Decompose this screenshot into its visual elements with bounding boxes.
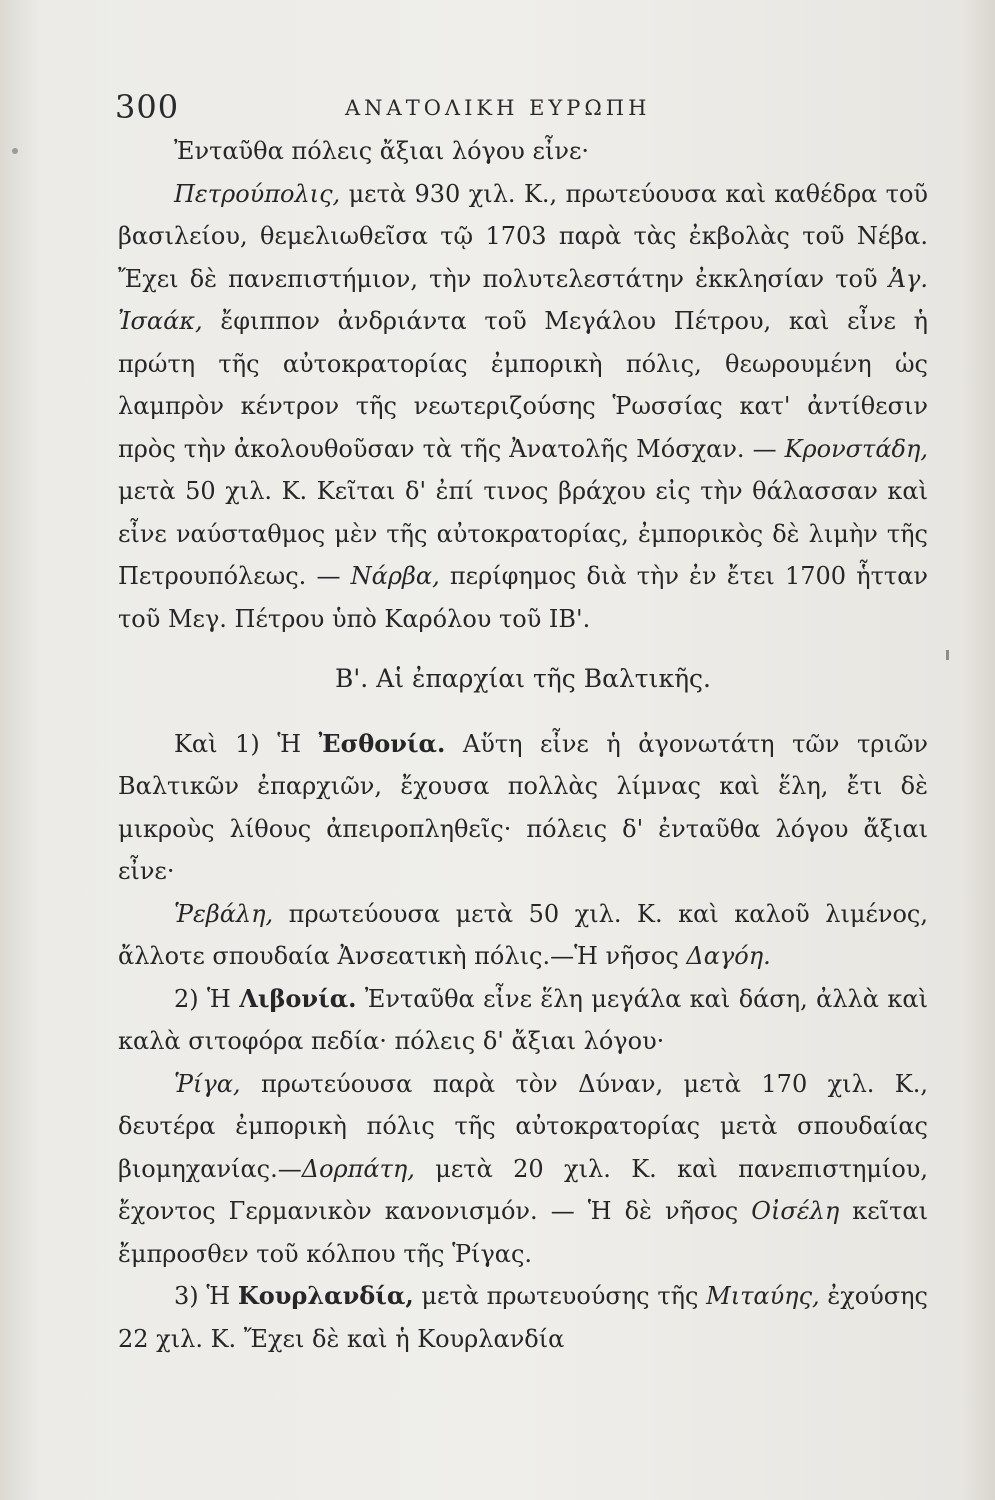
paragraph-text: Καὶ 1) Ἡ xyxy=(174,729,319,758)
page-number: 300 xyxy=(115,88,180,126)
page-body xyxy=(118,130,928,1360)
paragraph-courland xyxy=(118,1275,928,1360)
margin-mark xyxy=(12,148,18,154)
city-name: Ῥεβάλη, xyxy=(174,899,274,928)
paragraph-estonia xyxy=(118,723,928,893)
paragraph-text: ἔφιππον ἀνδριάντα τοῦ Μεγάλου Πέτρου, καὶ εἶνε ἡ πρώτη τῆς αὐτοκρατορίας ἐμπορικὴ πόλις, θεωρουμένη ὡς λαμπρὸν κέντρον τῆς νεωτεριζούσης Ῥωσσίας κατ' ἀντίθεσιν πρὸς τὴν ἀκολουθοῦσαν τὰ τῆς Ἀνατολῆς Μόσχαν. — xyxy=(118,307,928,463)
paragraph-revali xyxy=(118,893,928,978)
paragraph-text: μετὰ πρωτευούσης τῆς xyxy=(413,1282,707,1310)
city-name: Μιταύης, xyxy=(706,1282,820,1310)
paragraph-text: μετὰ 20 χιλ. Κ. καὶ πανεπιστημίου, ἔχοντος Γερμανικὸν κανονισμόν. — Ἡ δὲ νῆσος xyxy=(118,1154,928,1225)
paragraph-riga xyxy=(118,1063,928,1276)
island-name: Οἰσέλη xyxy=(751,1197,840,1225)
paragraph-text: Αὕτη εἶνε ἡ ἀγονωτάτη τῶν τριῶν Βαλτικῶν ἐπαρχιῶν, ἔχουσα πολλὰς λίμνας καὶ ἕλη, ἔτι δὲ μικροὺς λίθους ἀπειροπληθεῖς· πόλεις δ' ἐνταῦθα λόγου ἄξιαι εἶνε· xyxy=(118,729,928,885)
city-name: Δορπάτη, xyxy=(301,1154,415,1183)
page-header xyxy=(115,88,935,128)
city-name: Πετρούπολις, xyxy=(174,179,341,208)
paragraph-text: 3) Ἡ xyxy=(174,1282,238,1310)
paragraph-text: κεῖται ἔμπροσθεν τοῦ κόλπου τῆς Ῥίγας. xyxy=(118,1197,928,1268)
paragraph-text: Ἐνταῦθα πόλεις ἄξιαι λόγου εἶνε· xyxy=(174,137,590,165)
paragraph-intro xyxy=(118,130,928,173)
margin-mark xyxy=(946,650,949,660)
paragraph-text: μετὰ 930 χιλ. Κ., πρωτεύουσα καὶ καθέδρα τοῦ βασιλείου, θεμελιωθεῖσα τῷ 1703 παρὰ τὰς ἐκβολὰς τοῦ Νέβα. Ἔχει δὲ πανεπιστήμιον, τὴν πολυτελεστάτην ἐκκλησίαν τοῦ xyxy=(118,179,928,293)
paragraph-text: ἐχούσης 22 χιλ. Κ. Ἔχει δὲ καὶ ἡ Κουρλανδία xyxy=(118,1282,929,1353)
province-name: Ἐσθονία. xyxy=(318,728,446,758)
city-name: Κρονστάδη, xyxy=(784,434,928,463)
running-title: ΑΝΑΤΟΛΙΚΗ ΕΥΡΩΠΗ xyxy=(345,96,651,120)
section-heading: Β'. Αἱ ἐπαρχίαι τῆς Βαλτικῆς. xyxy=(335,664,711,693)
paragraph-text: πρωτεύουσα παρὰ τὸν Δύναν, μετὰ 170 χιλ. Κ., δευτέρα ἐμπορικὴ πόλις τῆς αὐτοκρατορίας μετὰ σπουδαίας βιομηχανίας.— xyxy=(118,1069,928,1183)
paragraph-text: 2) Ἡ xyxy=(174,984,240,1013)
paragraph-text: μετὰ 50 χιλ. Κ. Κεῖται δ' ἐπί τινος βράχου εἰς τὴν θάλασσαν καὶ εἶνε ναύσταθμος μὲν τῆς αὐτοκρατορίας, ἐμπορικὸς δὲ λιμὴν τῆς Πετρουπόλεως. — xyxy=(118,477,928,590)
paragraph-petroupolis xyxy=(118,173,928,641)
paragraph-text: Ἐνταῦθα εἶνε ἕλη μεγάλα καὶ δάση, ἀλλὰ καὶ καλὰ σιτοφόρα πεδία· πόλεις δ' ἄξιαι λόγου· xyxy=(118,984,928,1055)
island-name: Δαγόη. xyxy=(686,942,771,970)
province-name: Κουρλανδία, xyxy=(237,1281,414,1310)
paragraph-text: περίφημος διὰ τὴν ἐν ἔτει 1700 ἧτταν τοῦ Μεγ. Πέτρου ὑπὸ Καρόλου τοῦ ΙΒ'. xyxy=(118,562,928,633)
paragraph-livonia xyxy=(118,978,928,1063)
city-name: Νάρβα, xyxy=(350,562,440,590)
church-name: Ἁγ. Ἰσαάκ, xyxy=(118,264,928,335)
city-name: Ῥίγα, xyxy=(174,1069,241,1098)
paragraph-text: πρωτεύουσα μετὰ 50 χιλ. Κ. καὶ καλοῦ λιμένος, ἄλλοτε σπουδαία Ἀνσεατικὴ πόλις.—Ἡ νῆσος xyxy=(118,899,928,970)
province-name: Λιβονία. xyxy=(239,983,357,1013)
